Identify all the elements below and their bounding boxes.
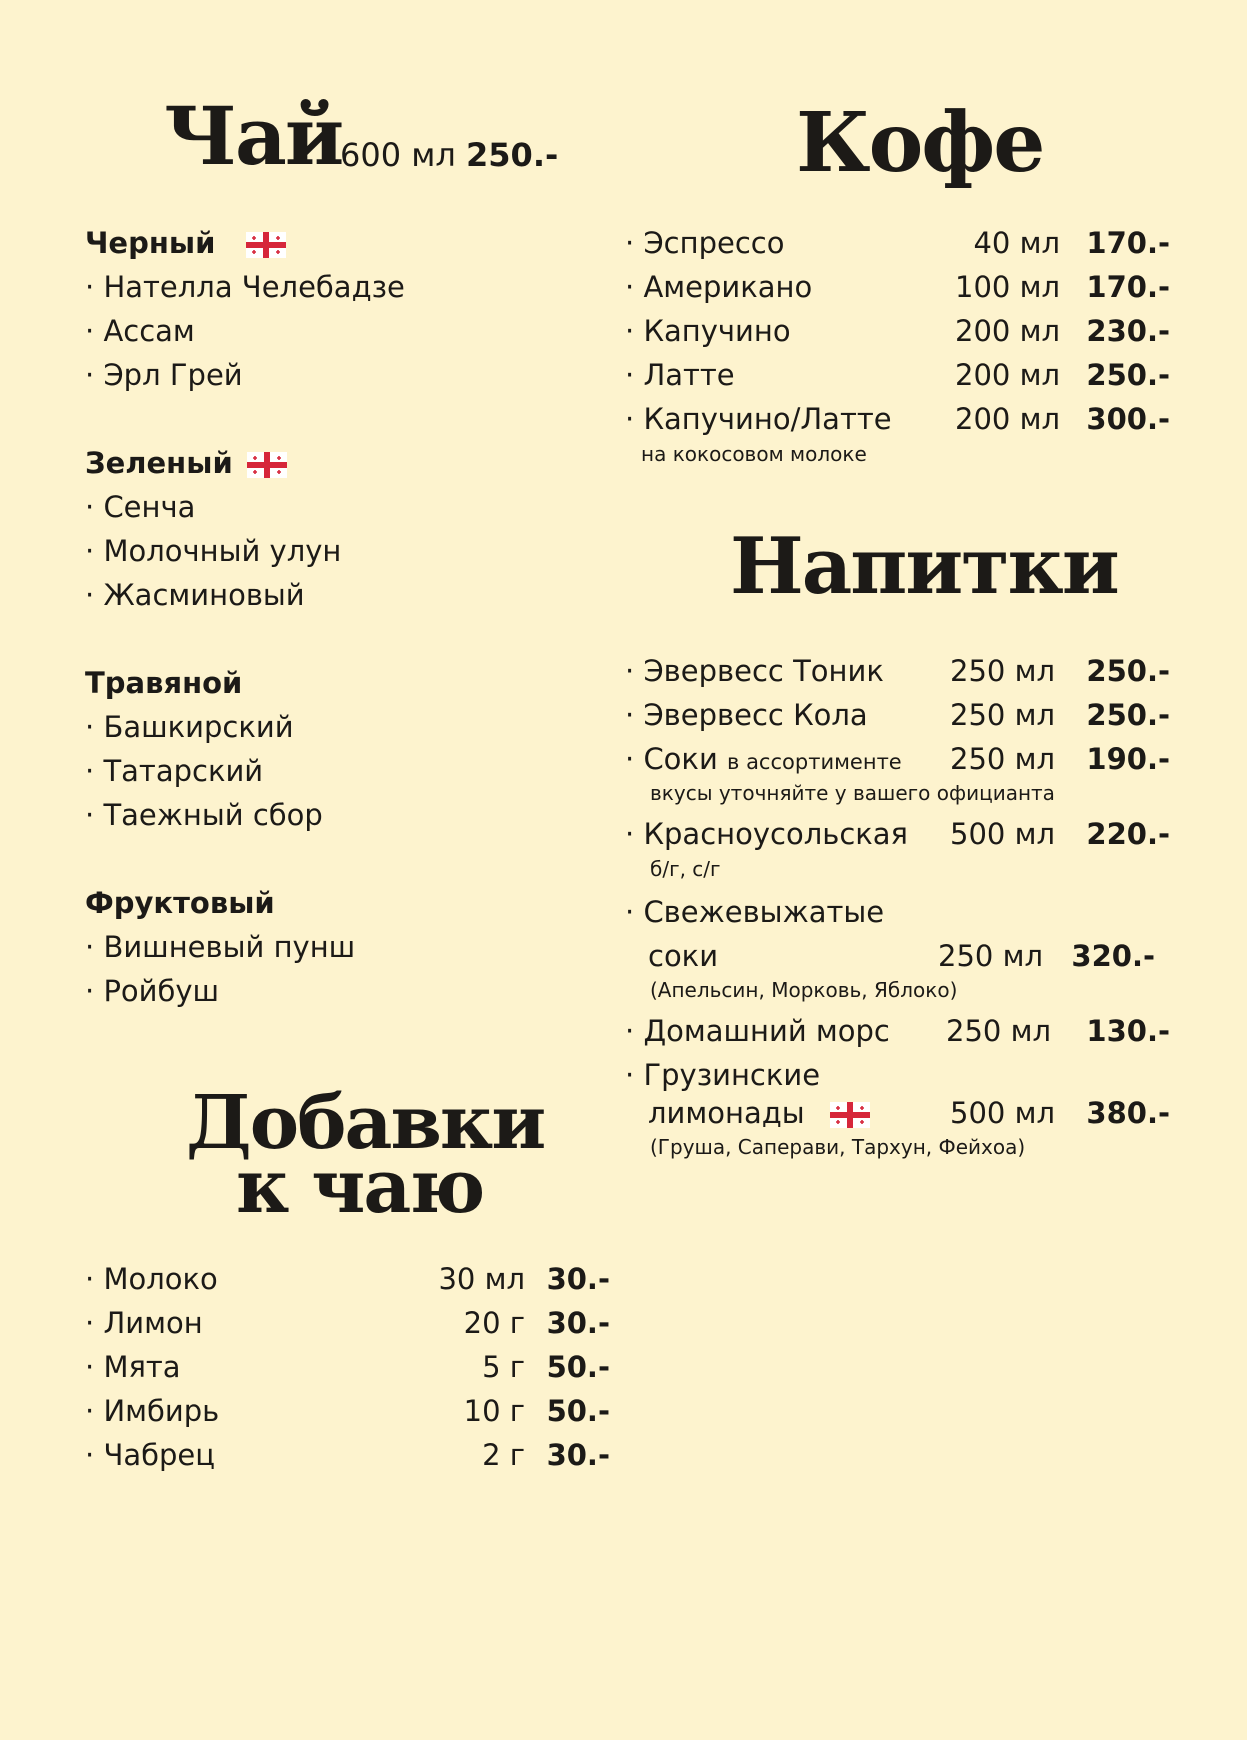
coffee-volume: 40 мл (973, 226, 1060, 260)
list-item: · Молочный улун (85, 534, 341, 568)
drink-price: 130.- (1086, 1014, 1170, 1048)
tea-category-green (85, 446, 287, 480)
drink-note: (Апельсин, Морковь, Яблоко) (650, 978, 958, 1002)
additions-title-line1: Добавки (186, 1080, 545, 1166)
coffee-name: · Американо (625, 270, 812, 304)
addition-price: 50.- (546, 1350, 610, 1384)
drink-name: · Свежевыжатые (625, 895, 884, 929)
list-item: · Вишневый пунш (85, 930, 355, 964)
drink-price: 190.- (1086, 742, 1170, 776)
list-item: · Эрл Грей (85, 358, 243, 392)
drink-price: 250.- (1086, 698, 1170, 732)
tea-category-label: Черный (85, 226, 216, 260)
georgia-flag-icon (830, 1102, 870, 1128)
drink-volume: 250 мл (938, 939, 1043, 973)
georgia-flag-icon (246, 232, 286, 258)
addition-amount: 5 г (482, 1350, 525, 1384)
drink-note: б/г, с/г (650, 857, 721, 881)
drink-name: Соки (643, 742, 718, 776)
addition-price: 30.- (546, 1438, 610, 1472)
drink-volume: 250 мл (946, 1014, 1051, 1048)
tea-price-line (340, 136, 558, 174)
drink-name-line2-row (648, 1096, 870, 1130)
drink-juices (625, 742, 902, 776)
addition-price: 30.- (546, 1306, 610, 1340)
drink-volume: 250 мл (950, 698, 1055, 732)
tea-category-label: Зеленый (85, 446, 233, 480)
addition-name: · Лимон (85, 1306, 203, 1340)
drink-price: 220.- (1086, 817, 1170, 851)
addition-amount: 2 г (482, 1438, 525, 1472)
list-item: · Таежный сбор (85, 798, 323, 832)
addition-amount: 10 г (463, 1394, 525, 1428)
coffee-price: 170.- (1086, 270, 1170, 304)
drink-name: · Домашний морс (625, 1014, 890, 1048)
list-item: · Ассам (85, 314, 195, 348)
drink-name: · Грузинские (625, 1058, 820, 1092)
drinks-title: Напитки (730, 521, 1118, 612)
drink-name: · Эвервесс Тоник (625, 654, 884, 688)
additions-title-line2: к чаю (236, 1144, 484, 1230)
drink-name-suffix: в ассортименте (727, 750, 902, 774)
tea-volume: 600 мл (340, 136, 456, 174)
coffee-note: на кокосовом молоке (641, 442, 867, 466)
tea-price: 250.- (466, 136, 559, 174)
coffee-price: 170.- (1086, 226, 1170, 260)
drink-volume: 500 мл (950, 817, 1055, 851)
drink-note: (Груша, Саперави, Тархун, Фейхоа) (650, 1135, 1026, 1159)
coffee-name: · Капучино (625, 314, 791, 348)
tea-category-fruit: Фруктовый (85, 886, 275, 920)
drink-name: · Красноусольская (625, 817, 908, 851)
coffee-price: 300.- (1086, 402, 1170, 436)
drink-price: 250.- (1086, 654, 1170, 688)
list-item: · Ройбуш (85, 974, 219, 1008)
coffee-name: · Капучино/Латте (625, 402, 892, 436)
georgia-flag-icon (247, 452, 287, 478)
addition-amount: 30 мл (438, 1262, 525, 1296)
coffee-price: 230.- (1086, 314, 1170, 348)
addition-name: · Мята (85, 1350, 181, 1384)
list-item: · Татарский (85, 754, 263, 788)
drink-note: вкусы уточняйте у вашего официанта (650, 781, 1055, 805)
addition-price: 50.- (546, 1394, 610, 1428)
coffee-price: 250.- (1086, 358, 1170, 392)
coffee-volume: 200 мл (955, 314, 1060, 348)
coffee-name: · Латте (625, 358, 735, 392)
drink-volume: 500 мл (950, 1096, 1055, 1130)
drink-name: · Эвервесс Кола (625, 698, 868, 732)
tea-category-black (85, 226, 286, 260)
drink-name-line2: соки (648, 939, 719, 973)
tea-category-herbal: Травяной (85, 666, 243, 700)
drink-volume: 250 мл (950, 742, 1055, 776)
coffee-volume: 200 мл (955, 358, 1060, 392)
coffee-title: Кофе (796, 95, 1044, 191)
addition-amount: 20 г (463, 1306, 525, 1340)
list-item: · Жасминовый (85, 578, 305, 612)
list-item: · Башкирский (85, 710, 294, 744)
addition-name: · Имбирь (85, 1394, 219, 1428)
addition-name: · Чабрец (85, 1438, 215, 1472)
tea-title: Чай (164, 89, 343, 183)
drink-name-line2: лимонады (648, 1096, 805, 1130)
coffee-volume: 100 мл (955, 270, 1060, 304)
list-item: · Сенча (85, 490, 195, 524)
coffee-volume: 200 мл (955, 402, 1060, 436)
drink-price: 380.- (1086, 1096, 1170, 1130)
drink-price: 320.- (1071, 939, 1155, 973)
list-item: · Нателла Челебадзе (85, 270, 405, 304)
drink-volume: 250 мл (950, 654, 1055, 688)
coffee-name: · Эспрессо (625, 226, 784, 260)
addition-price: 30.- (546, 1262, 610, 1296)
addition-name: · Молоко (85, 1262, 218, 1296)
